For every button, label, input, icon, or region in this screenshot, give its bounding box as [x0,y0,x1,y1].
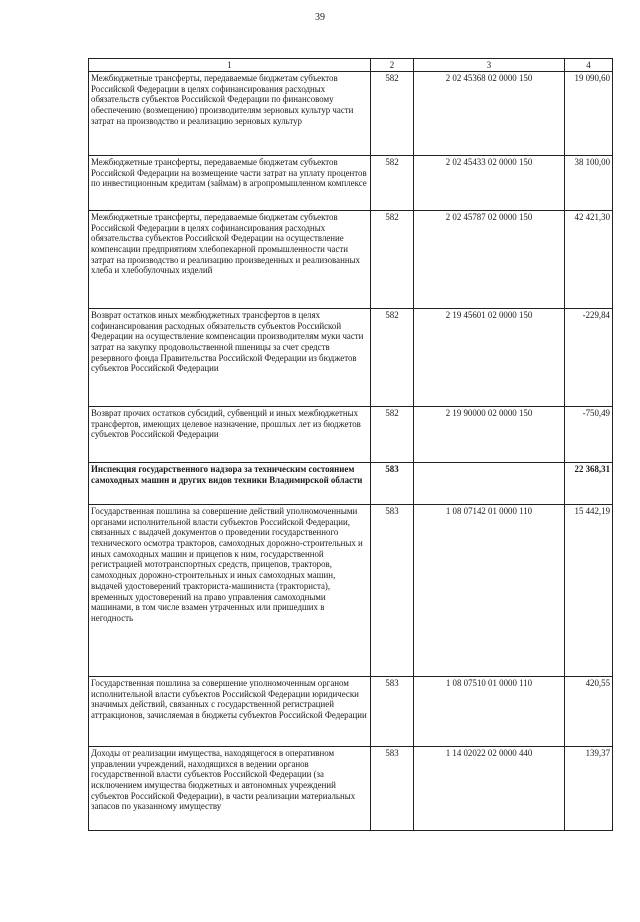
row-description: Возврат прочих остатков субсидий, субвенций и иных межбюджетных трансфертов, имеющих целевое назначение, прошлых лет из бюджетов субъектов Российской Федерации [89,407,371,463]
row-admin-code: 583 [371,505,414,677]
row-amount: -229,84 [565,309,613,407]
table-header-row [89,59,613,72]
row-description: Возврат остатков иных межбюджетных трансфертов в целях софинансирования расходных обязательств субъектов Российской Федерации на осуществление компенсации производителям муки части затрат на закупку продовольственной пшеницы за счет средств резервного фонда Правительства Российской Федерации из бюджетов субъектов Российской Федерации [89,309,371,407]
row-admin-code: 583 [371,677,414,747]
section-total: 22 368,31 [565,463,613,505]
row-budget-code: 1 08 07142 01 0000 110 [414,505,565,677]
row-budget-code: 2 19 45601 02 0000 150 [414,309,565,407]
table-row [89,72,613,156]
column-header-1: 1 [89,59,371,72]
table-row [89,407,613,463]
row-description: Государственная пошлина за совершение уполномоченным органом исполнительной власти субъектов Российской Федерации юридически значимых действий, связанных с государственной регистрацией аттракционов, зачисляемая в бюджеты субъектов Российской Федерации [89,677,371,747]
row-amount: 38 100,00 [565,156,613,211]
page-number: 39 [315,12,325,23]
row-budget-code: 2 02 45433 02 0000 150 [414,156,565,211]
row-budget-code: 1 08 07510 01 0000 110 [414,677,565,747]
column-header-2: 2 [371,59,414,72]
row-amount: 420,55 [565,677,613,747]
row-description: Межбюджетные трансферты, передаваемые бюджетам субъектов Российской Федерации в целях софинансирования расходных обязательств субъектов Российской Федерации по финансовому обеспечению (возмещению) производителям зерновых культур части затрат на производство и реализацию зерновых культур [89,72,371,156]
row-budget-code: 1 14 02022 02 0000 440 [414,747,565,831]
row-budget-code: 2 19 90000 02 0000 150 [414,407,565,463]
table-row-section [89,463,613,505]
row-amount: 139,37 [565,747,613,831]
section-admin-code: 583 [371,463,414,505]
row-admin-code: 583 [371,747,414,831]
row-admin-code: 582 [371,211,414,309]
row-description: Межбюджетные трансферты, передаваемые бюджетам субъектов Российской Федерации в целях софинансирования расходных обязательства субъектов Российской Федерации на осуществление компенсации предприятиям хлебопекарной промышленности части затрат на производство и реализацию произведенных и реализованных хлеба и хлебобулочных изделий [89,211,371,309]
row-admin-code: 582 [371,407,414,463]
budget-table [88,58,613,831]
row-admin-code: 582 [371,309,414,407]
column-header-4: 4 [565,59,613,72]
row-admin-code: 582 [371,72,414,156]
table-row [89,505,613,677]
row-description: Государственная пошлина за совершение действий уполномоченными органами исполнительной власти субъектов Российской Федерации, связанных с выдачей документов о проведении государственного технического осмотра тракторов, самоходных дорожно-строительных и иных самоходных машин и прицепов к ним, государственной регистрацией мототранспортных средств, прицепов, тракторов, самоходных дорожно-строительных и иных самоходных машин, выдачей удостоверений тракториста-машиниста (тракториста), временных удостоверений на право управления самоходными машинами, в том числе взамен утраченных или пришедших в негодность [89,505,371,677]
section-title: Инспекция государственного надзора за техническим состоянием самоходных машин и других видов техники Владимирской области [89,463,371,505]
row-admin-code: 582 [371,156,414,211]
row-amount: -750,49 [565,407,613,463]
table-row [89,309,613,407]
row-budget-code: 2 02 45787 02 0000 150 [414,211,565,309]
section-budget-code [414,463,565,505]
row-description: Доходы от реализации имущества, находящегося в оперативном управлении учреждений, находящихся в ведении органов государственной власти субъектов Российской Федерации (за исключением имущества бюджетных и автономных учреждений субъектов Российской Федерации), в части реализации материальных запасов по указанному имуществу [89,747,371,831]
row-amount: 19 090,60 [565,72,613,156]
row-amount: 42 421,30 [565,211,613,309]
table-row [89,677,613,747]
column-header-3: 3 [414,59,565,72]
table-row [89,156,613,211]
row-amount: 15 442,19 [565,505,613,677]
row-budget-code: 2 02 45368 02 0000 150 [414,72,565,156]
table-row [89,211,613,309]
row-description: Межбюджетные трансферты, передаваемые бюджетам субъектов Российской Федерации на возмещение части затрат на уплату процентов по инвестиционным кредитам (займам) в агропромышленном комплексе [89,156,371,211]
table-row [89,747,613,831]
